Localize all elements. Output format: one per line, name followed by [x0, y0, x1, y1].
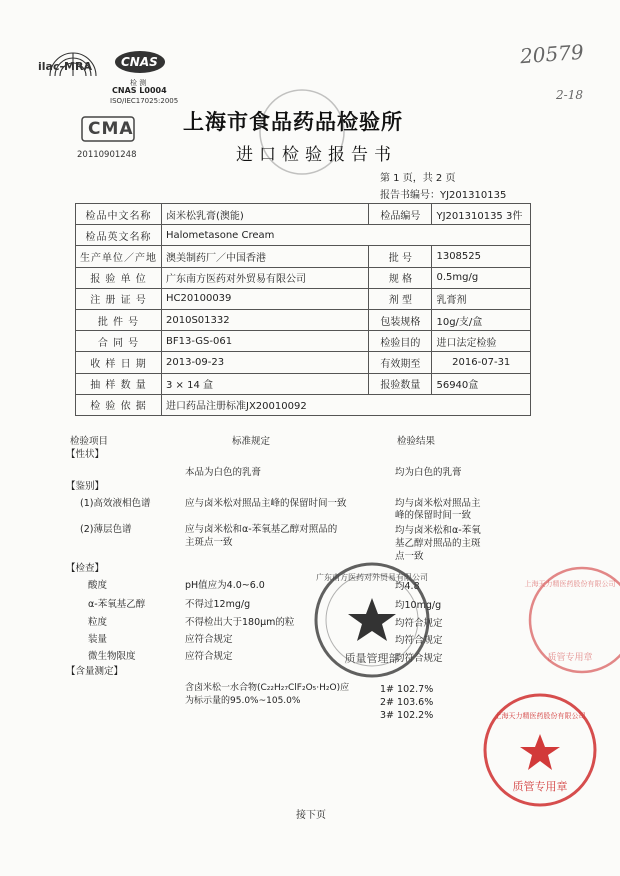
table-row	[76, 288, 531, 309]
cell-label: 注 册 证 号	[76, 288, 162, 309]
assay-standard-line2: 为标示量的95.0%~105.0%	[185, 696, 301, 706]
ident2-standard-line1: 应与卤米松和α-苯氧基乙醇对照品的	[185, 524, 338, 535]
section-check: 【检查】	[66, 563, 105, 574]
assay-result: 2# 103.6%	[380, 697, 434, 708]
cell-value: 56940盒	[432, 373, 531, 394]
table-row	[76, 267, 531, 288]
ilac-globe-icon	[38, 46, 108, 106]
cell-value: 卤米松乳膏(澳能)	[162, 204, 369, 225]
ident2-standard-line2: 主斑点一致	[185, 537, 233, 548]
traits-standard: 本品为白色的乳膏	[185, 467, 262, 478]
cell-label: 检品中文名称	[76, 204, 162, 225]
cnas-code: CNAS L0004	[112, 86, 167, 95]
quality-seal-stamp	[480, 690, 600, 810]
cell-label: 合 同 号	[76, 331, 162, 352]
section-traits: 【性状】	[66, 449, 105, 460]
check-standard: 应符合规定	[185, 651, 233, 662]
seal-top-text: 上海天力精医药股份有限公司	[494, 712, 586, 720]
cell-label: 检验目的	[369, 331, 432, 352]
cell-label: 包装规格	[369, 309, 432, 330]
cnas-label: CNAS	[121, 55, 158, 69]
cell-value: 进口药品注册标准JX20010092	[162, 394, 531, 415]
page-subtitle: 进口检验报告书	[236, 145, 397, 165]
assay-standard-line1: 含卤米松一水合物(C₂₂H₂₇ClF₂O₅·H₂O)应	[185, 683, 350, 693]
check-item: 微生物限度	[88, 651, 136, 662]
table-row	[76, 246, 531, 267]
traits-result: 均为白色的乳膏	[395, 467, 462, 478]
check-item: 酸度	[88, 580, 108, 591]
seal-bottom-text: 质管专用章	[512, 780, 568, 793]
check-result: 均10mg/g	[395, 600, 442, 611]
cell-value: 3 × 14 盒	[162, 373, 369, 394]
cell-label: 检 验 依 据	[76, 394, 162, 415]
ident1-item: (1)高效液相色谱	[80, 498, 151, 509]
ident2-result-line3: 点一致	[395, 551, 424, 562]
check-result: 均4.8	[395, 581, 420, 592]
cnas-logo	[108, 44, 180, 110]
company-seal-stamp	[310, 558, 434, 682]
handwritten-code: 20579	[519, 39, 585, 69]
info-table	[75, 203, 531, 416]
seal-top-text: 上海天力精医药股份有限公司	[524, 580, 616, 588]
report-number: 报告书编号：YJ201310135	[380, 190, 507, 201]
cell-label: 收 样 日 期	[76, 352, 162, 373]
col-header-item: 检验项目	[70, 436, 109, 447]
cell-value: HC20100039	[162, 288, 369, 309]
col-header-result: 检验结果	[397, 436, 436, 447]
star-icon	[348, 598, 396, 641]
check-standard: 应符合规定	[185, 634, 233, 645]
ident1-result-line1: 均与卤米松对照品主	[395, 498, 481, 509]
cell-label: 生产单位／产地	[76, 246, 162, 267]
faint-inspection-seal	[255, 85, 350, 180]
cell-label: 报 验 单 位	[76, 267, 162, 288]
cell-label: 检品编号	[369, 204, 432, 225]
table-row	[76, 204, 531, 225]
section-assay: 【含量测定】	[66, 666, 124, 677]
check-result: 均符合规定	[395, 653, 443, 664]
cell-value: BF13-GS-061	[162, 331, 369, 352]
check-item: 粒度	[88, 617, 108, 628]
next-page-label: 接下页	[296, 810, 326, 821]
ident2-item: (2)薄层色谱	[80, 524, 132, 535]
cell-label: 规 格	[369, 267, 432, 288]
assay-result: 1# 102.7%	[380, 684, 434, 695]
cma-code: 20110901248	[77, 150, 137, 160]
col-header-standard: 标准规定	[232, 436, 271, 447]
ilac-label: ilac-MRA	[38, 60, 92, 73]
cnas-iso: ISO/IEC17025:2005	[110, 97, 179, 105]
check-standard: 不得过12mg/g	[185, 599, 251, 610]
cell-label: 有效期至	[369, 352, 432, 373]
ident2-result-line2: 基乙醇对照品的主斑	[395, 538, 481, 549]
cell-label: 检品英文名称	[76, 225, 162, 246]
page-title: 上海市食品药品检验所	[183, 109, 403, 134]
table-row	[76, 331, 531, 352]
check-standard: pH值应为4.0~6.0	[185, 580, 265, 591]
seal-bottom-text: 质管专用章	[547, 653, 593, 663]
ilac-mra-logo	[38, 46, 108, 106]
cell-value: 0.5mg/g	[432, 267, 531, 288]
cell-value: YJ201310135 3件	[432, 204, 531, 225]
page-info: 第 1 页，共 2 页	[380, 173, 456, 184]
star-icon	[520, 734, 560, 770]
check-item: 装量	[88, 634, 108, 645]
cell-value: 1308525	[432, 246, 531, 267]
ident1-result-line2: 峰的保留时间一致	[395, 510, 472, 521]
table-row	[76, 225, 531, 246]
ident2-result-line1: 均与卤米松和α-苯氧	[395, 525, 481, 536]
cell-value: 广东南方医药对外贸易有限公司	[162, 267, 369, 288]
cma-logo	[80, 115, 140, 149]
table-row	[76, 352, 531, 373]
table-row	[76, 394, 531, 415]
cell-label: 批 号	[369, 246, 432, 267]
cell-value: 2010S01332	[162, 309, 369, 330]
table-row	[76, 309, 531, 330]
cell-value: 乳膏剂	[432, 288, 531, 309]
cma-label: CMA	[88, 119, 134, 139]
assay-result: 3# 102.2%	[380, 710, 434, 721]
cell-label: 抽 样 数 量	[76, 373, 162, 394]
check-result: 均符合规定	[395, 618, 443, 629]
table-row	[76, 373, 531, 394]
cnas-jiance: 检 测	[130, 79, 147, 87]
cell-value: Halometasone Cream	[162, 225, 531, 246]
cell-value: 10g/支/盒	[432, 309, 531, 330]
cell-label: 剂 型	[369, 288, 432, 309]
seal-bottom-text: 质量管理部	[344, 652, 400, 665]
handwritten-sub: 2-18	[556, 88, 583, 102]
cell-value: 2016-07-31	[432, 352, 531, 373]
cell-value: 澳美制药厂／中国香港	[162, 246, 369, 267]
ident1-standard: 应与卤米松对照品主峰的保留时间一致	[185, 498, 347, 509]
check-item: α-苯氧基乙醇	[88, 599, 146, 610]
cell-label: 报验数量	[369, 373, 432, 394]
cell-value: 进口法定检验	[432, 331, 531, 352]
section-ident: 【鉴别】	[66, 481, 105, 492]
check-result: 均符合规定	[395, 635, 443, 646]
cell-value: 2013-09-23	[162, 352, 369, 373]
seal-top-text: 广东南方医药对外贸易有限公司	[316, 573, 428, 582]
check-standard: 不得检出大于180μm的粒	[185, 617, 295, 628]
cell-label: 批 件 号	[76, 309, 162, 330]
quality-seal-stamp-partial	[520, 560, 620, 680]
